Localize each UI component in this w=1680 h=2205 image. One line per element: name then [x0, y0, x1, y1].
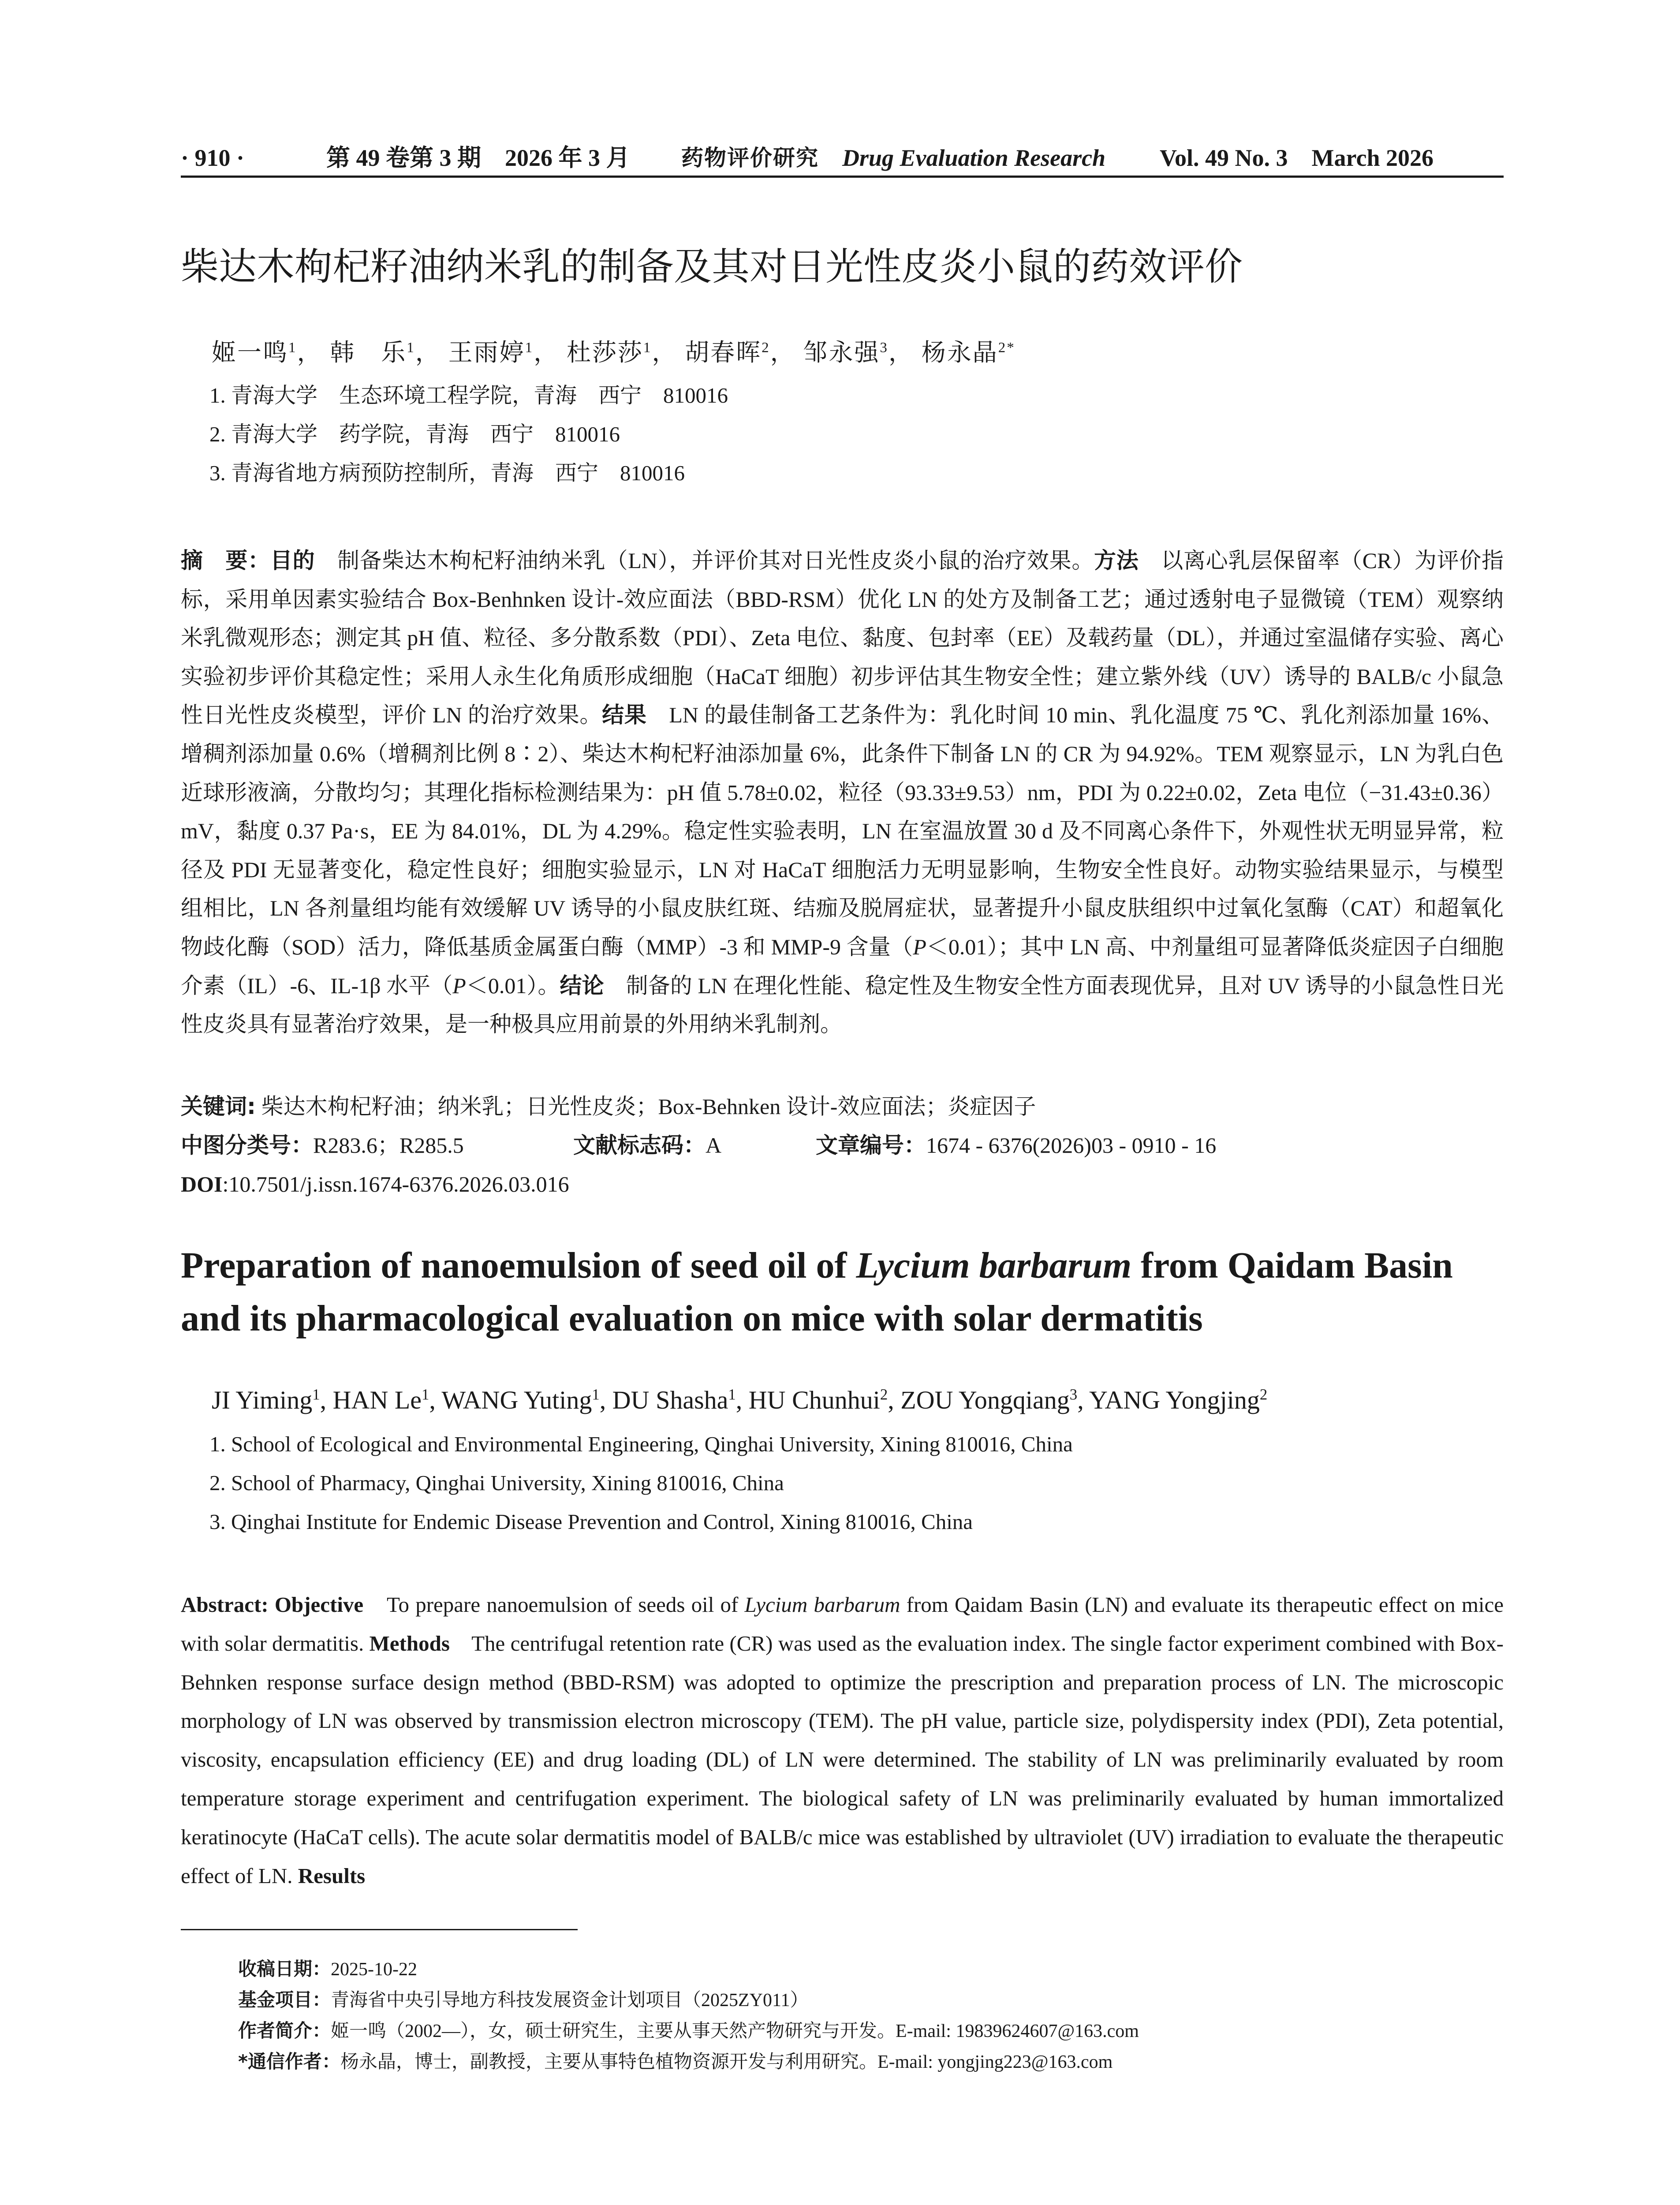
corresponding-author: *通信作者：杨永晶，博士，副教授，主要从事特色植物资源开发与利用研究。E-mail: yongjing223@163.com	[238, 2051, 1113, 2072]
methods-label: 方法	[1094, 548, 1139, 573]
conclusion-label: 结论	[560, 972, 604, 998]
affiliation-en: 3. Qinghai Institute for Endemic Disease Prevention and Control, Xining 810016, China	[209, 1510, 973, 1534]
affiliation-en: 2. School of Pharmacy, Qinghai University, Xining 810016, China	[209, 1471, 784, 1495]
page-number: · 910 ·	[181, 145, 245, 171]
footnote-rule	[181, 1929, 578, 1930]
author-bio: 作者简介：姬一鸣（2002—），女，硕士研究生，主要从事天然产物研究与开发。E-mail: 19839624607@163.com	[238, 2020, 1139, 2041]
article-title-en: Preparation of nanoemulsion of seed oil of Lycium barbarum from Qaidam Basin and its pharmacological evaluation on mice with solar dermatitis	[181, 1245, 1453, 1339]
running-header	[181, 140, 1504, 176]
header-rule	[181, 176, 1504, 178]
author-name: HAN Le	[332, 1386, 422, 1414]
received-date: 收稿日期：2025-10-22	[238, 1958, 417, 1980]
author-name: 杜莎莎	[566, 339, 643, 366]
author-name: JI Yiming	[212, 1386, 313, 1414]
methods-label: Methods	[369, 1631, 450, 1656]
author-name: ZOU Yongqiang	[900, 1386, 1070, 1414]
abstract-label: 摘 要：	[181, 548, 270, 573]
affiliation-cn: 2. 青海大学 药学院，青海 西宁 810016	[209, 422, 620, 446]
doi: DOI:10.7501/j.issn.1674-6376.2026.03.016	[181, 1172, 569, 1196]
author-name: 杨永晶	[921, 339, 998, 366]
issue-info-cn: 第 49 卷第 3 期 2026 年 3 月	[326, 145, 630, 171]
results-label: 结果	[602, 702, 647, 728]
affiliation-cn: 1. 青海大学 生态环境工程学院，青海 西宁 810016	[209, 383, 728, 407]
author-name: HU Chunhui	[748, 1386, 880, 1414]
clc-number: 中图分类号：R283.6；R285.5	[181, 1132, 464, 1158]
fund-info: 基金项目：青海省中央引导地方科技发展资金计划项目（2025ZY011）	[238, 1989, 809, 2011]
objective-label: 目的	[270, 548, 315, 573]
journal-name-en: Drug Evaluation Research	[842, 145, 1106, 171]
author-name: WANG Yuting	[441, 1386, 592, 1414]
author-name: DU Shasha	[612, 1386, 728, 1414]
journal-name-cn: 药物评价研究	[681, 145, 819, 171]
author-name: 姬一鸣	[212, 339, 289, 366]
author-list-en: JI Yiming$^1$, HAN Le$^1$, WANG Yuting$^1$, DU Shasha$^1$, HU Chunhui$^2$, ZOU Yongqiang$^3$, YANG Yongjing$^2$	[212, 1386, 1268, 1414]
affiliation-cn: 3. 青海省地方病预防控制所，青海 西宁 810016	[209, 461, 685, 485]
abstract-en: Abstract: Objective To prepare nanoemulsion of seeds oil of Lycium barbarum from Qaidam Basin (LN) and evaluate its therapeutic effect on mice with solar dermatitis. Methods The centrifugal retention rate (CR) was used as the evaluation index. The single factor experiment combined with Box-Behnken response surface design method (BBD-RSM) was adopted to optimize the prescription and preparation process of LN. The microscopic morphology of LN was observed by transmission electron microscopy (TEM). The pH value, particle size, polydispersity index (PDI), Zeta potential, viscosity, encapsulation efficiency (EE) and drug loading (DL) of LN were determined. The stability of LN was preliminarily evaluated by room temperature storage experiment and centrifugation experiment. The biological safety of LN was preliminarily evaluated by human immortalized keratinocyte (HaCaT cells). The acute solar dermatitis model of BALB/c mice was established by ultraviolet (UV) irradiation to evaluate the therapeutic effect of LN. Results	[181, 1592, 1504, 1888]
abstract-cn: 摘 要：目的 制备柴达木枸杞籽油纳米乳（LN），并评价其对日光性皮炎小鼠的治疗效果。方法 以离心乳层保留率（CR）为评价指标，采用单因素实验结合 Box-Benhnken 设计-效应面法（BBD-RSM）优化 LN 的处方及制备工艺；通过透射电子显微镜（TEM）观察纳米乳微观形态；测定其 pH 值、粒径、多分散系数（PDI）、Zeta 电位、黏度、包封率（EE）及载药量（DL），并通过室温储存实验、离心实验初步评价其稳定性；采用人永生化角质形成细胞（HaCaT 细胞）初步评估其生物安全性；建立紫外线（UV）诱导的 BALB/c 小鼠急性日光性皮炎模型，评价 LN 的治疗效果。结果 LN 的最佳制备工艺条件为：乳化时间 10 min、乳化温度 75 ℃、乳化剂添加量 16%、增稠剂添加量 0.6%（增稠剂比例 8∶2）、柴达木枸杞籽油添加量 6%，此条件下制备 LN 的 CR 为 94.92%。TEM 观察显示，LN 为乳白色近球形液滴，分散均匀；其理化指标检测结果为：pH 值 5.78±0.02，粒径（93.33±9.53）nm，PDI 为 0.22±0.02，Zeta 电位（−31.43±0.36）mV，黏度 0.37 Pa·s，EE 为 84.01%，DL 为 4.29%。稳定性实验表明，LN 在室温放置 30 d 及不同离心条件下，外观性状无明显异常，粒径及 PDI 无显著变化，稳定性良好；细胞实验显示，LN 对 HaCaT 细胞活力无明显影响，生物安全性良好。动物实验结果显示，与模型组相比，LN 各剂量组均能有效缓解 UV 诱导的小鼠皮肤红斑、结痂及脱屑症状，显著提升小鼠皮肤组织中过氧化氢酶（CAT）和超氧化物歧化酶（SOD）活力，降低基质金属蛋白酶（MMP）-3 和 MMP-9 含量（P＜0.01）；其中 LN 高、中剂量组可显著降低炎症因子白细胞介素（IL）-6、IL-1β 水平（P＜0.01）。结论 制备的 LN 在理化性能、稳定性及生物安全性方面表现优异，且对 UV 诱导的小鼠急性日光性皮炎具有显著治疗效果，是一种极具应用前景的外用纳米乳制剂。	[181, 548, 1504, 1037]
author-name: 韩 乐	[330, 339, 407, 366]
abstract-label: Abstract: Objective	[181, 1592, 364, 1617]
issue-info-en: Vol. 49 No. 3 March 2026	[1160, 145, 1434, 171]
author-name: 王雨婷	[448, 339, 525, 366]
keywords-cn: 关键词: 柴达木枸杞籽油；纳米乳；日光性皮炎；Box-Behnken 设计-效应面法；炎症因子	[181, 1094, 1036, 1119]
author-name: YANG Yongjing	[1089, 1386, 1260, 1414]
document-code: 文献标志码：A	[573, 1132, 722, 1158]
author-name: 胡春晖	[685, 339, 762, 366]
article-title-cn: 柴达木枸杞籽油纳米乳的制备及其对日光性皮炎小鼠的药效评价	[181, 245, 1243, 289]
article-number: 文章编号：1674 - 6376(2026)03 - 0910 - 16	[816, 1132, 1217, 1158]
affiliation-en: 1. School of Ecological and Environmental Engineering, Qinghai University, Xining 810016, China	[209, 1432, 1073, 1456]
results-label: Results	[298, 1863, 366, 1888]
author-name: 邹永强	[803, 339, 880, 366]
author-list-cn: 姬一鸣$^1$， 韩 乐$^1$， 王雨婷$^1$， 杜莎莎$^1$， 胡春晖$^2$， 邹永强$^3$， 杨永晶$^{2*}$	[212, 339, 1015, 366]
